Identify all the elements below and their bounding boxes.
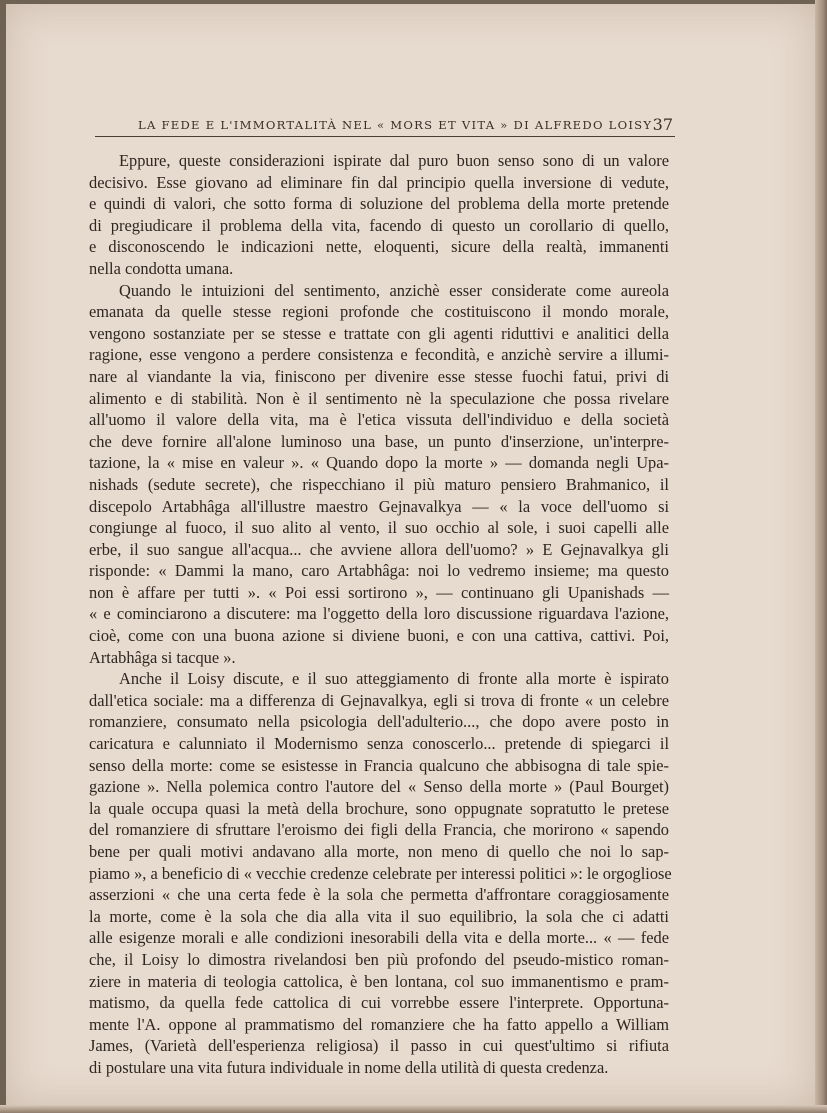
page-number: 37 [652,115,673,134]
text-line: matismo, da quella fede cattolica di cui vorrebbe essere l'interprete. Opportuna- [89,993,669,1013]
text-line: « e cominciarono a discutere: ma l'oggetto della loro discussione riguardava l'azione, [89,604,669,624]
header-rule [95,136,675,137]
paragraph [89,668,672,1078]
text-line: decisivo. Esse giovano ad eliminare fin dal principio quella inversione di vedute, [89,172,669,192]
text-line: Anche il Loisy discute, e il suo atteggiamento di fronte alla morte è ispirato [119,669,669,689]
text-line: che deve fornire all'alone luminoso una base, un punto d'inserzione, un'interpre- [89,431,669,451]
text-line: cioè, come con una buona azione si diviene buoni, e con una cattiva, cattivi. Poi, [89,626,669,646]
text-line: che, il Loisy lo dimostra rivelandosi ben più profondo del pseudo-mistico roman- [89,949,669,969]
text-line: senso della morte: come se esistesse in Francia qualcuno che abbisogna di tale spie- [89,755,669,775]
text-line: alimento e di stabilità. Non è il sentimento nè la speculazione che possa rivelare [89,388,669,408]
text-line: James, (Varietà dell'esperienza religiosa) il passo in cui quest'ultimo si rifiuta [89,1036,669,1056]
text-line: e quindi di valori, che sotto forma di soluzione del problema della morte pretende [89,194,669,214]
text-line: la quale occupa quasi la metà della brochure, sono oppugnate sopratutto le pretese [89,798,669,818]
text-line: ragione, esse vengono a perdere consistenza e fecondità, e anzichè servire a illumi- [89,345,669,365]
text-line: risponde: « Dammi la mano, caro Artabhâga: noi lo vedremo insieme; ma questo [89,561,669,581]
text-line: bene per quali motivi andavano alla morte, non meno di quello che noi lo sap- [89,842,669,861]
text-line: Artabhâga si tacque ». [89,647,236,667]
running-head: LA FEDE E L'IMMORTALITÀ NEL « MORS ET VITA » DI ALFREDO LOISY [138,118,653,132]
text-line: Eppure, queste considerazioni ispirate dal puro buon senso sono di un valore [119,151,669,170]
text-line: emanata da quelle stesse regioni profonde che costituiscono il mondo morale, [89,302,669,322]
paragraph [89,280,669,669]
text-line: dall'etica sociale: ma a differenza di Gejnavalkya, egli si trova di fronte « un celebre [89,690,669,710]
text-line: asserzioni « che una certa fede è la sola che permetta d'affrontare coraggiosamente [89,885,669,905]
text-line: alle esigenze morali e alle condizioni inesorabili della vita e della morte... « — fede [89,928,669,948]
paragraph [89,150,669,280]
page-bottom-edge [0,1105,827,1113]
text-line: del romanziere di sfruttare l'eroismo dei figli della Francia, che morirono « sapendo [89,820,669,840]
text-line: piamo », a beneficio di « vecchie credenze celebrate per interessi politici »: le orgogliose [89,863,672,883]
page-header [95,116,675,138]
text-line: nella condotta umana. [89,258,234,278]
text-line: tazione, la « mise en valeur ». « Quando dopo la morte » — domanda negli Upa- [89,453,669,473]
text-line: nare al viandante la via, finiscono per divenire esse stesse fuochi fatui, privi di [89,366,669,386]
text-line: Quando le intuizioni del sentimento, anzichè esser considerate come aureola [119,280,669,300]
text-line: di pregiudicare il problema della vita, facendo di questo un corollario di quello, [89,215,669,235]
text-line: di postulare una vita futura individuale in nome della utilità di questa credenza. [89,1057,609,1077]
text-line: erbe, il suo sangue all'acqua... che avviene allora dell'uomo? » E Gejnavalkya gli [89,539,669,559]
body-text [89,150,672,1079]
text-line: vengono sostanziate per se stesse e trattate con gli agenti riduttivi e analitici della [89,323,669,343]
text-line: gazione ». Nella polemica contro l'autore del « Senso della morte » (Paul Bourget) [89,777,669,797]
text-line: e disconoscendo le indicazioni nette, eloquenti, sicure della realtà, immanenti [89,237,669,257]
text-line: romanziere, consumato nella psicologia dell'adulterio..., che dopo avere posto in [89,712,669,732]
text-line: caricatura e calunniato il Modernismo senza conoscerlo... pretende di spiegarci il [89,734,669,754]
text-line: non è affare per tutti ». « Poi essi sortirono », — continuano gli Upanishads — [89,582,669,602]
text-line: all'uomo il valore della vita, ma è l'etica vissuta dell'individuo e della società [89,410,669,430]
page-edge [815,0,827,1113]
text-line: la morte, come è la sola che dia alla vita il suo equilibrio, la sola che ci adatti [89,906,669,926]
text-line: mente l'A. oppone al prammatismo del romanziere che ha fatto appello a William [89,1014,669,1034]
text-line: ziere in materia di teologia cattolica, è ben lontana, col suo immanentismo e pram- [89,971,669,991]
text-line: nishads (sedute secrete), che rispecchiano il più maturo pensiero Brahmanico, il [89,474,669,494]
text-line: congiunge al fuoco, il suo alito al vento, il suo occhio al sole, i suoi capelli alle [89,518,669,538]
text-line: discepolo Artabhâga all'illustre maestro Gejnavalkya — « la voce dell'uomo si [89,496,669,516]
